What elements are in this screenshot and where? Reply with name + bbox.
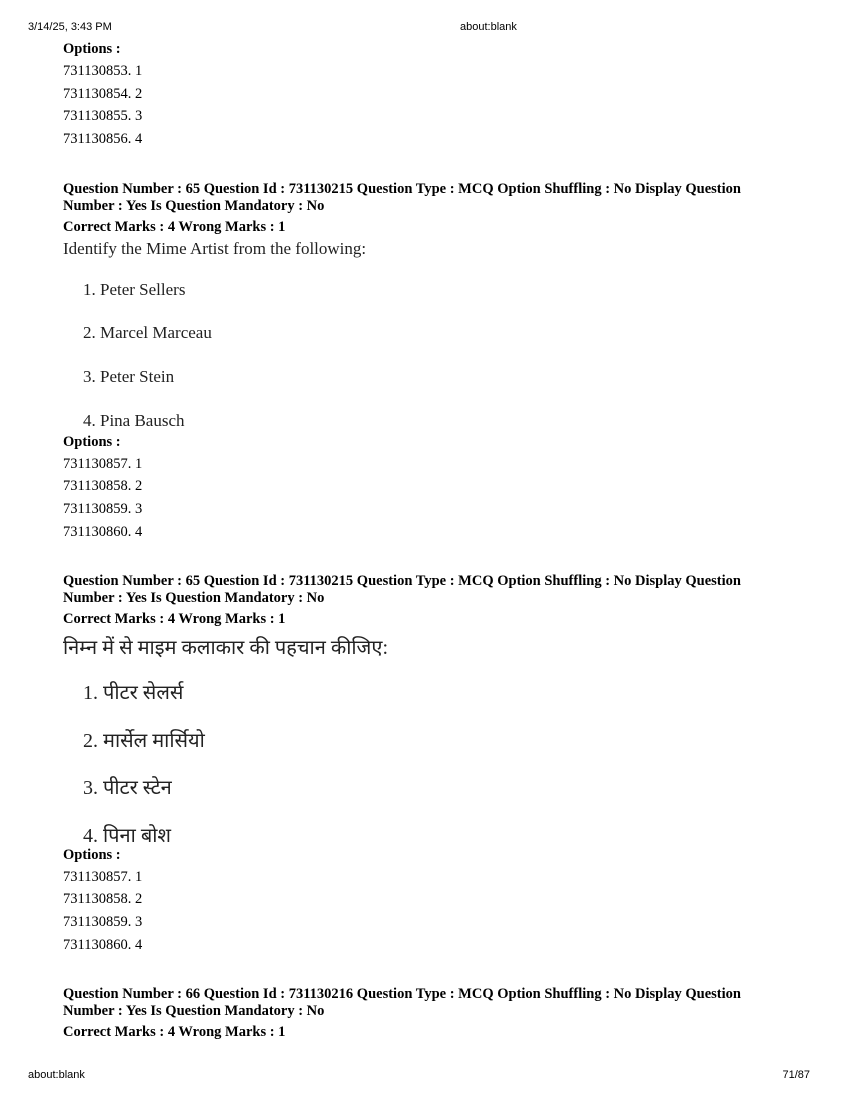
question-header-cont: Number : Yes Is Question Mandatory : No: [63, 1003, 325, 1019]
question-header: Question Number : 65 Question Id : 731130215 Question Type : MCQ Option Shuffling : No Display Question: [63, 573, 741, 589]
question-marks: Correct Marks : 4 Wrong Marks : 1: [63, 611, 286, 627]
option-item: 731130853. 1: [63, 63, 143, 79]
page-number: 71/87: [782, 1069, 810, 1081]
option-item: 731130857. 1: [63, 869, 143, 885]
option-item: 731130860. 4: [63, 937, 143, 953]
option-item: 731130856. 4: [63, 131, 143, 147]
choice-item: 1. पीटर सेलर्स: [83, 682, 184, 704]
question-header-cont: Number : Yes Is Question Mandatory : No: [63, 198, 325, 214]
question-header: Question Number : 65 Question Id : 731130215 Question Type : MCQ Option Shuffling : No Display Question: [63, 181, 741, 197]
option-item: 731130859. 3: [63, 914, 143, 930]
option-item: 731130854. 2: [63, 86, 143, 102]
option-item: 731130858. 2: [63, 478, 143, 494]
option-item: 731130857. 1: [63, 456, 143, 472]
question-header: Question Number : 66 Question Id : 731130216 Question Type : MCQ Option Shuffling : No Display Question: [63, 986, 741, 1002]
question-text: निम्न में से माइम कलाकार की पहचान कीजिए:: [63, 637, 389, 659]
option-item: 731130858. 2: [63, 891, 143, 907]
question-text: Identify the Mime Artist from the following:: [63, 239, 367, 258]
options-label: Options :: [63, 41, 121, 57]
choice-item: 3. पीटर स्टेन: [83, 777, 172, 799]
question-header-cont: Number : Yes Is Question Mandatory : No: [63, 590, 325, 606]
print-url: about:blank: [460, 21, 517, 33]
choice-item: 2. मार्सेल मार्सियो: [83, 730, 205, 752]
option-item: 731130859. 3: [63, 501, 143, 517]
options-label: Options :: [63, 847, 121, 863]
footer-url: about:blank: [28, 1069, 85, 1081]
print-datetime: 3/14/25, 3:43 PM: [28, 21, 112, 33]
choice-item: 1. Peter Sellers: [83, 280, 186, 299]
option-item: 731130860. 4: [63, 524, 143, 540]
choice-item: 2. Marcel Marceau: [83, 323, 212, 342]
choice-item: 4. पिना बोश: [83, 825, 172, 847]
choice-item: 3. Peter Stein: [83, 367, 175, 386]
options-label: Options :: [63, 434, 121, 450]
option-item: 731130855. 3: [63, 108, 143, 124]
question-marks: Correct Marks : 4 Wrong Marks : 1: [63, 1024, 286, 1040]
choice-item: 4. Pina Bausch: [83, 411, 185, 430]
question-marks: Correct Marks : 4 Wrong Marks : 1: [63, 219, 286, 235]
